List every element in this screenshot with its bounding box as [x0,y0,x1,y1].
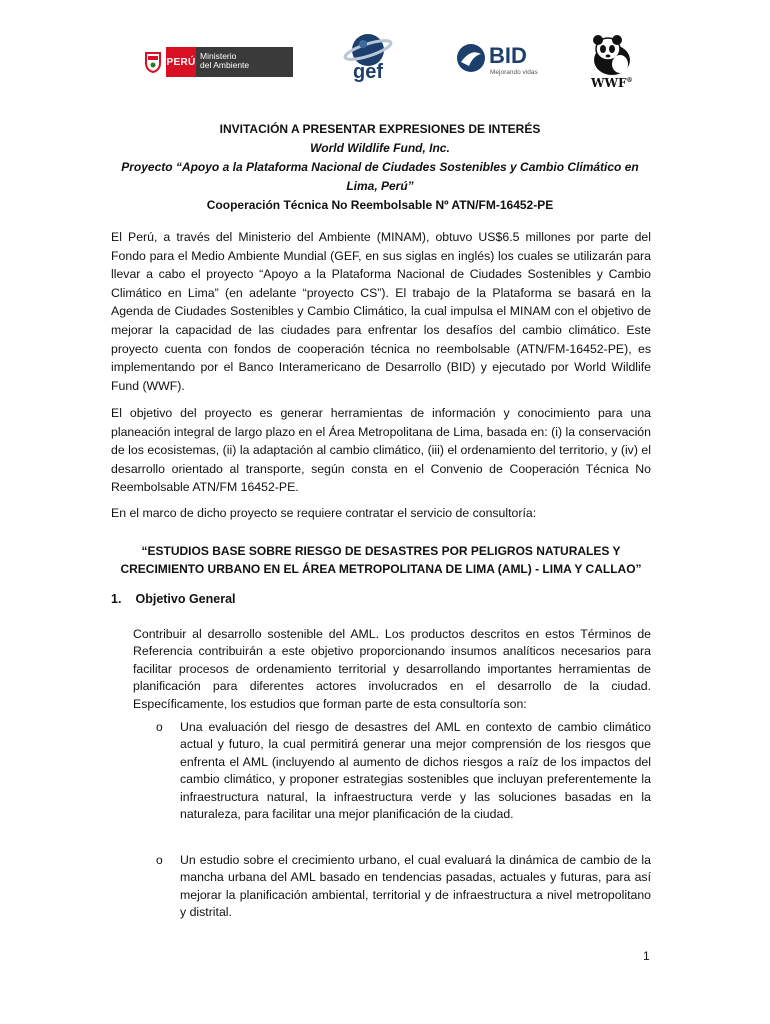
panda-icon [588,32,638,76]
paragraph-intro: El Perú, a través del Ministerio del Ambiente (MINAM), obtuvo US$6.5 millones por parte del Fondo para el Medio Ambiente Mundial (GEF, en sus siglas en inglés) los cuales se utilizarán para llevar a cabo el proyecto “Apoyo a la Plataforma Nacional de Ciudades Sostenibles y Cambio Climático en Lima” (en adelante “proyecto CS”). El trabajo de la Plataforma se basará en la Agenda de Ciudades Sostenibles y Cambio Climático, la cual impulsa el MINAM con el objetivo de mejorar la capacidad de las ciudades para enfrentar los desafíos del cambio climático. Este proyecto cuenta con fondos de cooperación técnica no reembolsable (ATN/FM-16452-PE), es implementando por el Banco Interamericano de Desarrollo (BID) y ejecutado por World Wildlife Fund (WWF). [111,230,651,393]
ministry-name [196,47,293,77]
peru-minam-logo [140,47,293,77]
bid-tagline: Mejorando vidas [490,69,538,76]
list-item [156,852,651,922]
wwf-registered-mark: ® [626,77,633,84]
heading-cooperation: Cooperación Técnica No Reembolsable Nº ATN/FM-16452-PE [206,198,554,212]
wwf-wordmark-text: WWF [591,76,627,90]
gef-logo [343,30,403,88]
section-title: Objetivo General [135,592,236,606]
logo-row [0,30,770,100]
list-item-text: Un estudio sobre el crecimiento urbano, el cual evaluará la dinámica de cambio de la mancha urbana del AML basado en tendencias pasadas, actuales y futuras, para así mejorar la planificación ambiental, territorial y de infraestructura a nivel metropolitano y distrital. [180,853,651,920]
heading-organization: World Wildlife Fund, Inc. [310,141,450,155]
document-heading [105,120,655,215]
consultancy-title: “ESTUDIOS BASE SOBRE RIESGO DE DESASTRES POR PELIGROS NATURALES Y CRECIMIENTO URBANO EN EL ÁREA METROPOLITANA DE LIMA (AML) - LIMA Y CALLAO” [120,544,642,576]
page-number: 1 [643,949,650,963]
bid-logo [455,42,550,82]
section-number: 1. [111,592,122,606]
peru-badge: PERÚ [166,47,196,77]
section-heading [111,592,236,606]
list-item [156,719,651,823]
ministry-name-line2: del Ambiente [200,60,250,70]
bullet-marker: o [156,853,163,867]
paragraph-consultancy: En el marco de dicho proyecto se requiere contratar el servicio de consultoría: [111,506,537,520]
gef-wordmark: gef [353,61,383,83]
heading-project: Proyecto “Apoyo a la Plataforma Nacional de Ciudades Sostenibles y Cambio Climático en Lima, Perú” [121,160,639,193]
wwf-logo [588,32,640,94]
ministry-name-line1: Ministerio [200,51,237,61]
bid-emblem-icon [455,42,487,74]
wwf-wordmark [591,76,632,90]
paragraph-objective: El objetivo del proyecto es generar herramientas de información y conocimiento para una planeación integral de largo plazo en el Área Metropolitana de Lima, basada en: (i) la conservación de los ecosistemas, (ii) la adaptación al cambio climático, (iii) el ordenamiento del territorio, y (iv) el desarrollo orientado al transporte, según consta en el Convenio de Cooperación Técnica No Reembolsable ATN/FM 16452-PE. [111,406,651,495]
bullet-marker: o [156,720,163,734]
heading-title: INVITACIÓN A PRESENTAR EXPRESIONES DE INTERÉS [219,122,541,136]
paragraph-general-objective: Contribuir al desarrollo sostenible del AML. Los productos descritos en estos Términos de Referencia contribuirán a este objetivo proporcionando insumos analíticos necesarios para facilitar procesos de ordenamiento territorial y desarrollando importantes herramientas de planificación para diferentes actores involucrados en el desarrollo de la ciudad. Específicamente, los estudios que forman parte de esta consultoría son: [133,627,651,711]
list-item-text: Una evaluación del riesgo de desastres del AML en contexto de cambio climático actual y futuro, la cual permitirá generar una mejor comprensión de los riesgos que enfrenta el AML (incluyendo al aumento de dichos riesgos a raíz de los impactos del cambio climático, y proponer estrategias sostenibles que incluyan preferentemente la infraestructura natural, la infraestructura verde y las soluciones basadas en la naturaleza, para facilitar una mejor planificación de la ciudad. [180,720,651,822]
peru-coat-of-arms-icon [140,47,166,77]
bid-wordmark: BID [489,43,527,68]
